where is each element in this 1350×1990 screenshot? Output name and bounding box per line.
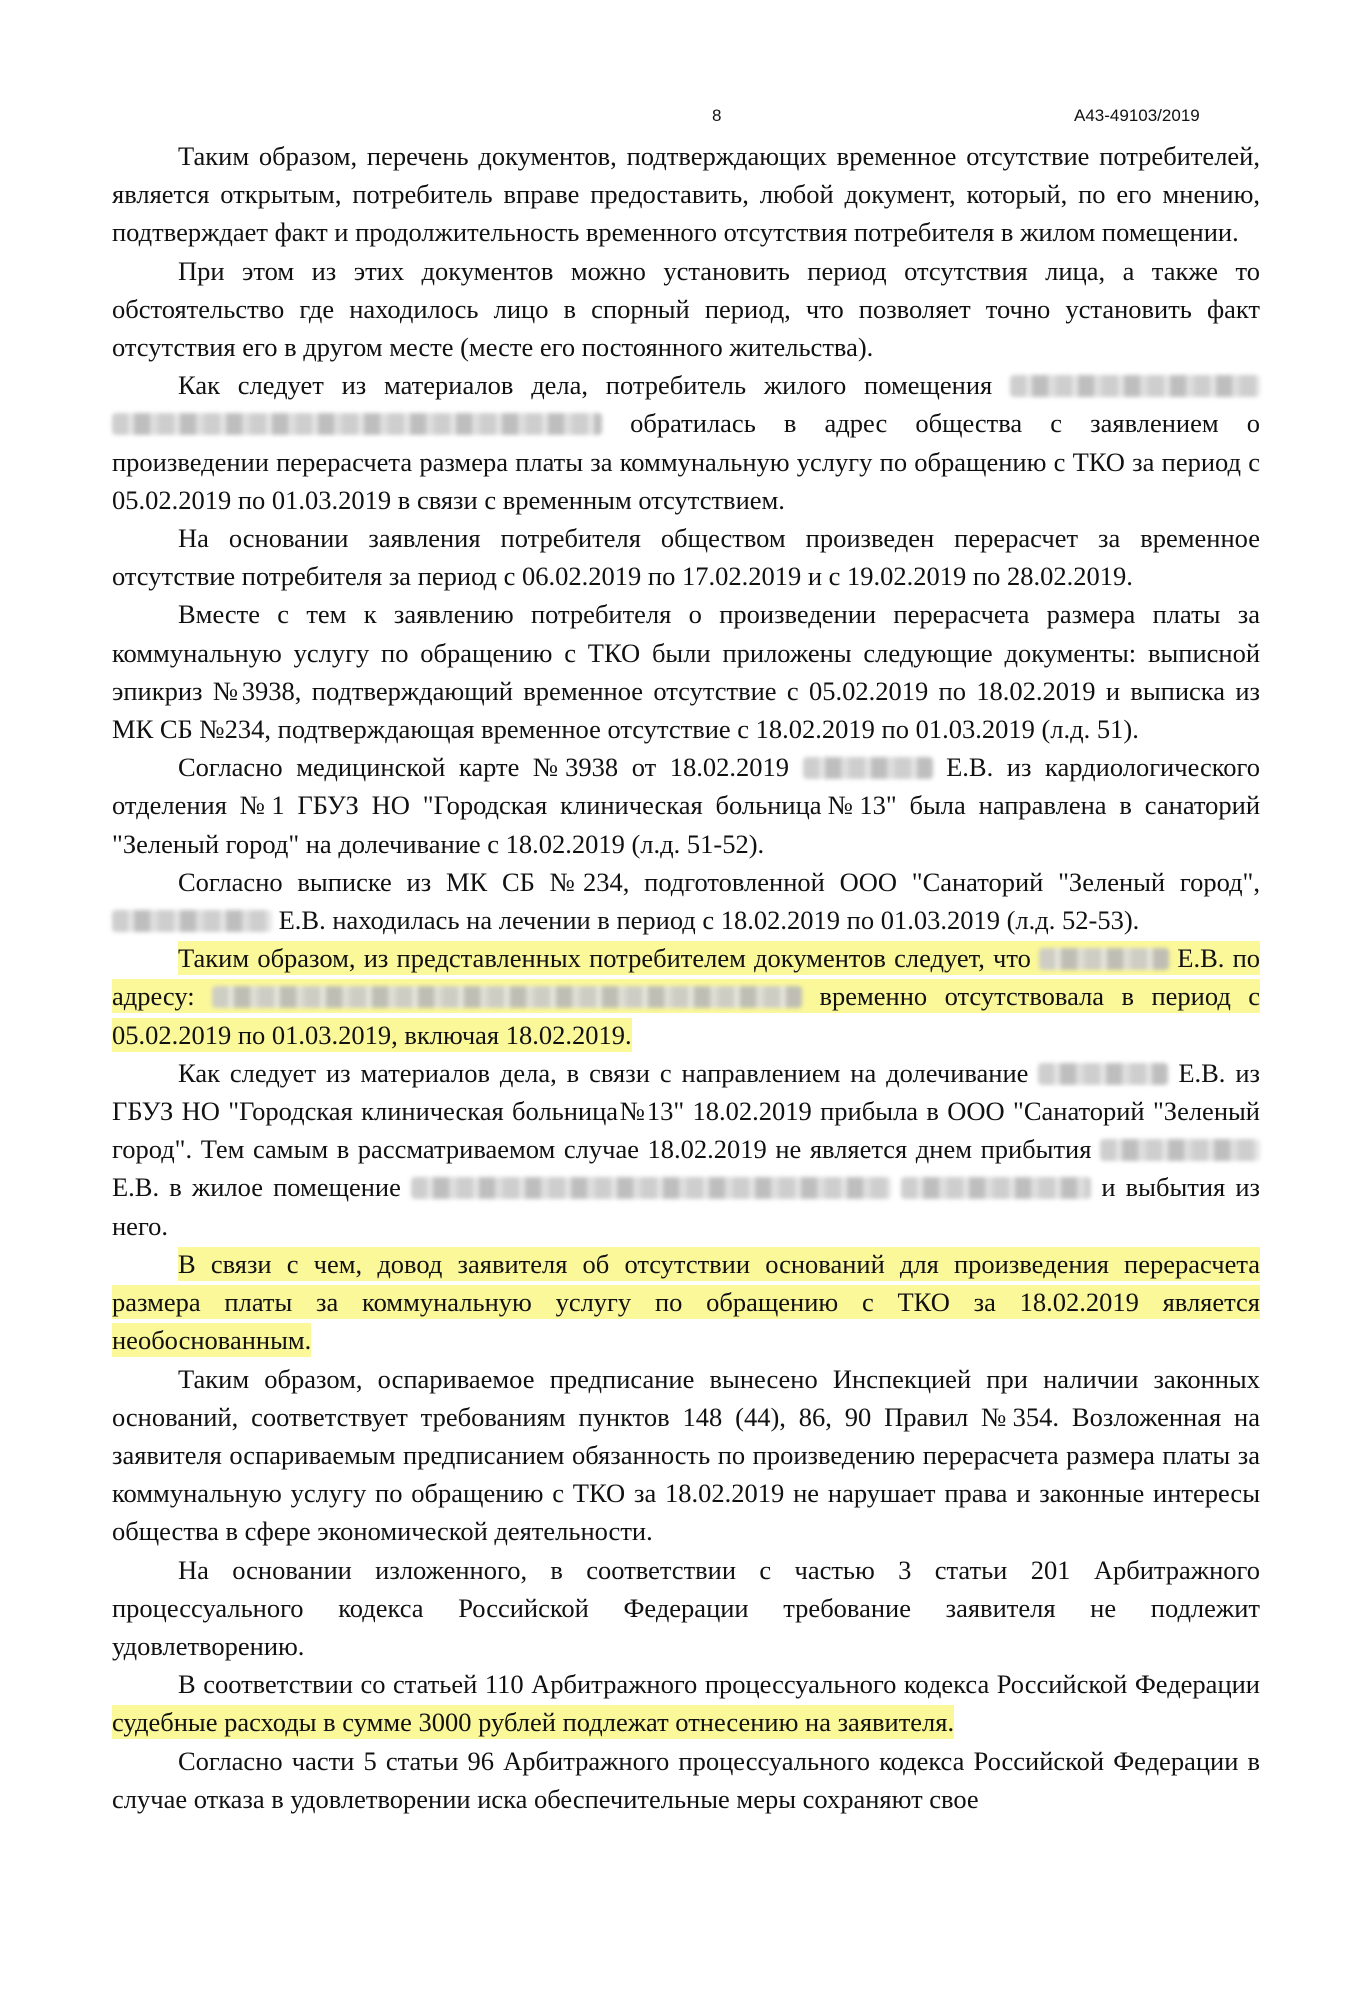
paragraph: Вместе с тем к заявлению потребителя о произведении перерасчета размера платы за коммунальную услугу по обращению с ТКО были приложены следующие документы: выписной эпикриз №3938, подтверждающий временное отсутствие с 05.02.2019 по 18.02.2019 и выписка из МК СБ №234, подтверждающая временное отсутствие с 18.02.2019 по 01.03.2019 (л.д. 51).: [112, 599, 1260, 745]
paragraph: При этом из этих документов можно установить период отсутствия лица, а также то обстоятельство где находилось лицо в спорный период, что позволяет точно установить факт отсутствия его в другом месте (месте его постоянного жительства).: [112, 255, 1260, 363]
redacted-name: [1039, 948, 1169, 970]
highlighted-text: [112, 941, 1260, 1051]
paragraph: [112, 1054, 1260, 1245]
redacted-name: [803, 757, 933, 779]
highlighted-text: судебные расходы в сумме 3000 рублей подлежат отнесению на заявителя.: [112, 1707, 955, 1738]
paragraph: [112, 939, 1260, 1054]
paragraph-text: обратилась в адрес общества с заявлением о произведении перерасчета размера платы за коммунальную услугу по обращению с ТКО за период с 05.02.2019 по 01.03.2019 в связи с временным отсутствием.: [112, 408, 1260, 515]
highlighted-text: В связи с чем, довод заявителя об отсутствии оснований для произведения перерасчета размера платы за коммунальную услугу по обращению с ТКО за 18.02.2019 является необоснованным.: [112, 1248, 1260, 1356]
paragraph: Таким образом, перечень документов, подтверждающих временное отсутствие потребителей, является открытым, потребитель вправе предоставить, любой документ, который, по его мнению, подтверждает факт и продолжительность временного отсутствия потребителя в жилом помещении.: [112, 141, 1260, 248]
paragraph-text: Е.В. из ГБУЗ НО "Городская клиническая больница№13" 18.02.2019 прибыла в ООО "Санаторий "Зеленый город". Тем самым в рассматриваемом случае 18.02.2019 не является днем прибытия: [112, 1057, 1261, 1165]
paragraph: Согласно части 5 статьи 96 Арбитражного процессуального кодекса Российской Федерации в случае отказа в удовлетворении иска обеспечительные меры сохраняют свое: [112, 1745, 1260, 1814]
document-body: [112, 137, 1260, 1818]
redacted-address: [411, 1177, 891, 1199]
redacted-name: [1038, 1063, 1168, 1085]
paragraph: На основании заявления потребителя обществом произведен перерасчет за временное отсутствие потребителя за период с 06.02.2019 по 17.02.2019 и с 19.02.2019 по 28.02.2019.: [112, 523, 1260, 592]
paragraph-text: Е.В. из кардиологического отделения №1 ГБУЗ НО "Городская клиническая больница№13" была направлена в санаторий "Зеленый город" на долечивание с 18.02.2019 (л.д. 51-52).: [112, 752, 1260, 859]
paragraph-text: временно отсутствовала в период с 05.02.2019 по 01.03.2019, включая 18.02.2019.: [112, 981, 1261, 1050]
paragraph-text: Согласно медицинской карте №3938 от 18.02.2019: [178, 752, 789, 783]
paragraph-text: Таким образом, из представленных потребителем документов следует, что: [178, 943, 1031, 974]
redacted-name: [1100, 1139, 1260, 1161]
redacted-name: [1010, 375, 1260, 397]
paragraph-text: Е.В. находилась на лечении в период с 18.02.2019 по 01.03.2019 (л.д. 52-53).: [278, 905, 1140, 936]
paragraph: [112, 1245, 1260, 1360]
paragraph-text: Е.В. по адресу:: [112, 943, 1261, 1012]
redacted-address: [212, 986, 802, 1008]
redacted-name: [112, 910, 272, 932]
case-number: А43-49103/2019: [1074, 106, 1200, 125]
paragraph-text: Е.В. в жилое помещение: [112, 1172, 401, 1203]
redacted-name: [112, 413, 602, 435]
paragraph-text: Как следует из материалов дела, в связи с направлением на долечивание: [178, 1057, 1029, 1088]
paragraph-text: Согласно выписке из МК СБ №234, подготовленной ООО "Санаторий "Зеленый город",: [178, 866, 1260, 897]
paragraph: [112, 366, 1260, 519]
paragraph: [112, 1665, 1260, 1741]
paragraph: Таким образом, оспариваемое предписание вынесено Инспекцией при наличии законных оснований, соответствует требованиям пунктов 148 (44), 86, 90 Правил №354. Возложенная на заявителя оспариваемым предписанием обязанность по произведению перерасчета размера платы за коммунальную услугу по обращению с ТКО за 18.02.2019 не нарушает права и законные интересы общества в сфере экономической деятельности.: [112, 1363, 1260, 1547]
paragraph-text: В соответствии со статьей 110 Арбитражного процессуального кодекса Российской Федерации: [178, 1669, 1260, 1700]
paragraph-text: Как следует из материалов дела, потребитель жилого помещения: [178, 370, 993, 401]
paragraph: На основании изложенного, в соответствии с частью 3 статьи 201 Арбитражного процессуального кодекса Российской Федерации требование заявителя не подлежит удовлетворению.: [112, 1554, 1260, 1661]
paragraph-text: и выбытия из него.: [112, 1172, 1261, 1241]
paragraph: [112, 748, 1260, 863]
paragraph: [112, 863, 1260, 939]
redacted-address: [901, 1177, 1091, 1199]
page-number: 8: [712, 106, 722, 125]
